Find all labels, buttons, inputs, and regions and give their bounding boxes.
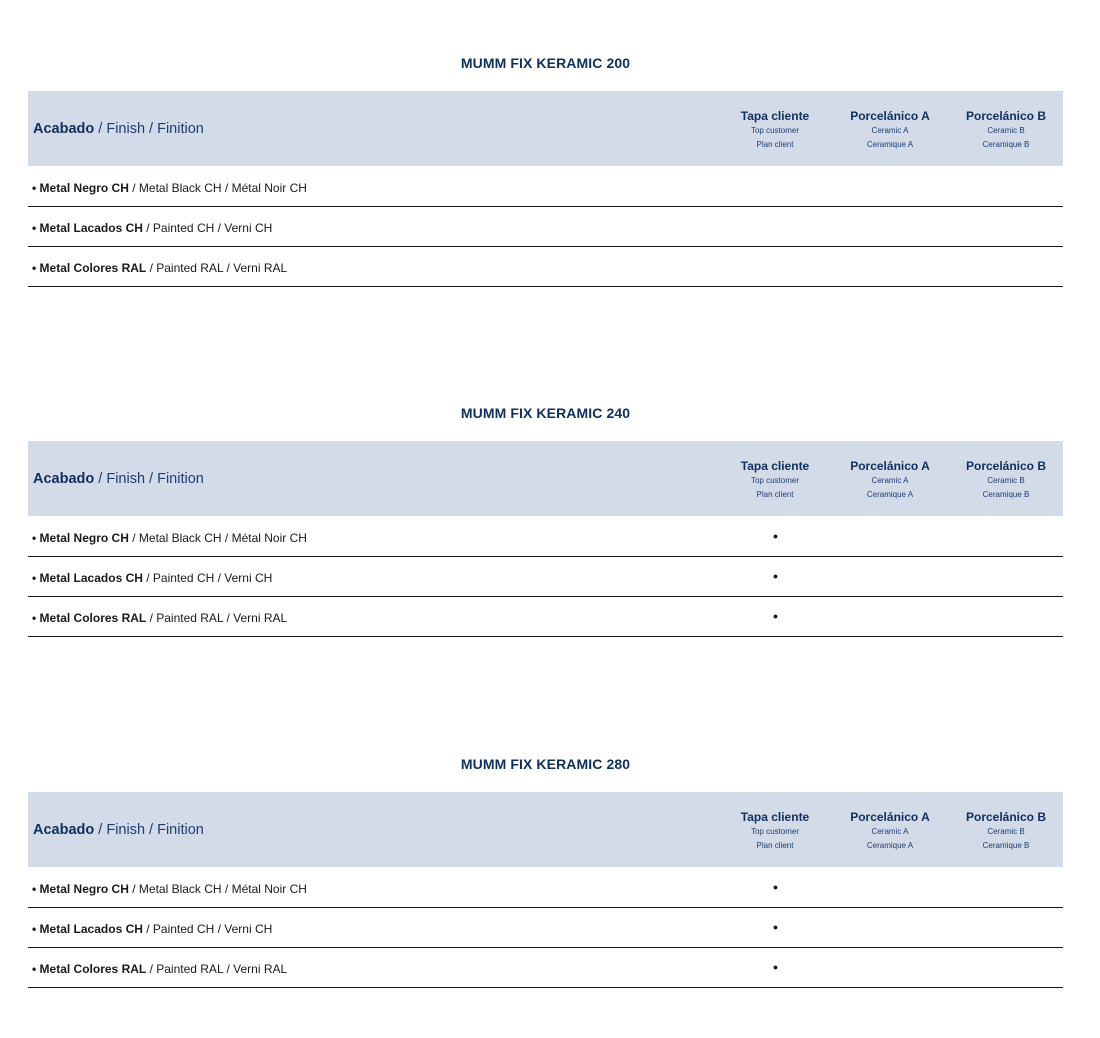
table-row bbox=[28, 909, 1063, 948]
finish-header-es: Acabado bbox=[33, 471, 95, 487]
table-row bbox=[28, 598, 1063, 637]
column-header-ceramic-b bbox=[951, 459, 1061, 502]
column-header-ceramic-a bbox=[835, 459, 945, 502]
column-subtitle-fr: Ceramique B bbox=[982, 490, 1030, 499]
bullet: • bbox=[32, 221, 40, 235]
column-subtitle-fr: Plan client bbox=[756, 841, 794, 850]
column-header-top-customer bbox=[720, 810, 830, 853]
availability-mark: • bbox=[773, 528, 778, 544]
row-label-rest: / Metal Black CH / Métal Noir CH bbox=[128, 181, 307, 195]
column-title: Porcelánico A bbox=[850, 109, 930, 123]
column-title: Porcelánico A bbox=[850, 810, 930, 824]
row-label-es: Metal Lacados CH bbox=[39, 922, 143, 936]
bullet: • bbox=[32, 261, 40, 275]
row-label-rest: / Metal Black CH / Métal Noir CH bbox=[128, 531, 307, 545]
availability-mark: • bbox=[773, 608, 778, 624]
finish-header-rest: / Finish / Finition bbox=[94, 822, 204, 838]
row-label-es: Metal Negro CH bbox=[39, 181, 129, 195]
column-subtitle-fr: Ceramique A bbox=[866, 841, 914, 850]
column-title: Porcelánico A bbox=[850, 459, 930, 473]
column-title: Porcelánico B bbox=[965, 109, 1047, 123]
row-label-es: Metal Colores RAL bbox=[39, 962, 147, 976]
bullet: • bbox=[32, 571, 40, 585]
row-label bbox=[32, 221, 272, 235]
availability-mark: • bbox=[773, 568, 778, 584]
column-header-ceramic-b bbox=[951, 810, 1061, 853]
bullet: • bbox=[32, 181, 40, 195]
row-label-es: Metal Lacados CH bbox=[39, 221, 143, 235]
row-label bbox=[32, 962, 287, 976]
table-row bbox=[28, 208, 1063, 247]
table-row bbox=[28, 869, 1063, 908]
column-header-ceramic-a bbox=[835, 109, 945, 152]
row-label-rest: / Painted CH / Verni CH bbox=[142, 221, 273, 235]
bullet: • bbox=[32, 882, 40, 896]
column-header-ceramic-a bbox=[835, 810, 945, 853]
row-label bbox=[32, 531, 307, 545]
row-label-rest: / Metal Black CH / Métal Noir CH bbox=[128, 882, 307, 896]
column-subtitle-en: Ceramic B bbox=[987, 476, 1025, 485]
column-title: Tapa cliente bbox=[740, 459, 810, 473]
column-subtitle-fr: Plan client bbox=[756, 490, 794, 499]
table-row bbox=[28, 949, 1063, 988]
column-subtitle-fr: Plan client bbox=[756, 140, 794, 149]
column-title: Tapa cliente bbox=[740, 810, 810, 824]
availability-mark: • bbox=[773, 919, 778, 935]
column-subtitle-fr: Ceramique B bbox=[982, 140, 1030, 149]
finish-header-rest: / Finish / Finition bbox=[94, 471, 204, 487]
section-title: MUMM FIX KERAMIC 280 bbox=[460, 756, 631, 772]
column-subtitle-en: Ceramic B bbox=[987, 827, 1025, 836]
table-header bbox=[28, 91, 1063, 166]
bullet: • bbox=[32, 962, 40, 976]
row-label bbox=[32, 922, 272, 936]
column-subtitle-fr: Ceramique A bbox=[866, 490, 914, 499]
row-label-es: Metal Negro CH bbox=[39, 882, 129, 896]
table-row bbox=[28, 518, 1063, 557]
column-title: Tapa cliente bbox=[740, 109, 810, 123]
table-row bbox=[28, 248, 1063, 287]
bullet: • bbox=[32, 922, 40, 936]
row-label bbox=[32, 611, 287, 625]
row-label-rest: / Painted CH / Verni CH bbox=[142, 922, 273, 936]
row-label bbox=[32, 571, 272, 585]
column-title: Porcelánico B bbox=[965, 459, 1047, 473]
row-label-rest: / Painted RAL / Verni RAL bbox=[146, 962, 288, 976]
table-row bbox=[28, 558, 1063, 597]
column-header-top-customer bbox=[720, 109, 830, 152]
finish-header bbox=[33, 121, 204, 137]
table-header bbox=[28, 792, 1063, 867]
section-title: MUMM FIX KERAMIC 200 bbox=[460, 55, 631, 71]
column-subtitle-en: Ceramic B bbox=[987, 126, 1025, 135]
row-label bbox=[32, 261, 287, 275]
row-label bbox=[32, 181, 307, 195]
column-subtitle-en: Ceramic A bbox=[871, 126, 909, 135]
column-subtitle-en: Top customer bbox=[750, 827, 800, 836]
column-title: Porcelánico B bbox=[965, 810, 1047, 824]
finish-header bbox=[33, 822, 204, 838]
finish-header-rest: / Finish / Finition bbox=[94, 121, 204, 137]
column-header-top-customer bbox=[720, 459, 830, 502]
column-subtitle-en: Top customer bbox=[750, 126, 800, 135]
row-label-rest: / Painted RAL / Verni RAL bbox=[146, 261, 288, 275]
column-subtitle-en: Ceramic A bbox=[871, 476, 909, 485]
row-label-rest: / Painted CH / Verni CH bbox=[142, 571, 273, 585]
column-subtitle-fr: Ceramique A bbox=[866, 140, 914, 149]
column-subtitle-en: Top customer bbox=[750, 476, 800, 485]
availability-mark: • bbox=[773, 879, 778, 895]
bullet: • bbox=[32, 611, 40, 625]
finish-header bbox=[33, 471, 204, 487]
row-label-es: Metal Lacados CH bbox=[39, 571, 143, 585]
row-label-es: Metal Colores RAL bbox=[39, 611, 147, 625]
column-subtitle-fr: Ceramique B bbox=[982, 841, 1030, 850]
column-header-ceramic-b bbox=[951, 109, 1061, 152]
bullet: • bbox=[32, 531, 40, 545]
availability-mark: • bbox=[773, 959, 778, 975]
finish-header-es: Acabado bbox=[33, 121, 95, 137]
section-title: MUMM FIX KERAMIC 240 bbox=[460, 405, 631, 421]
table-row bbox=[28, 168, 1063, 207]
row-label-es: Metal Colores RAL bbox=[39, 261, 147, 275]
row-label-rest: / Painted RAL / Verni RAL bbox=[146, 611, 288, 625]
table-header bbox=[28, 441, 1063, 516]
finish-header-es: Acabado bbox=[33, 822, 95, 838]
column-subtitle-en: Ceramic A bbox=[871, 827, 909, 836]
row-label-es: Metal Negro CH bbox=[39, 531, 129, 545]
row-label bbox=[32, 882, 307, 896]
